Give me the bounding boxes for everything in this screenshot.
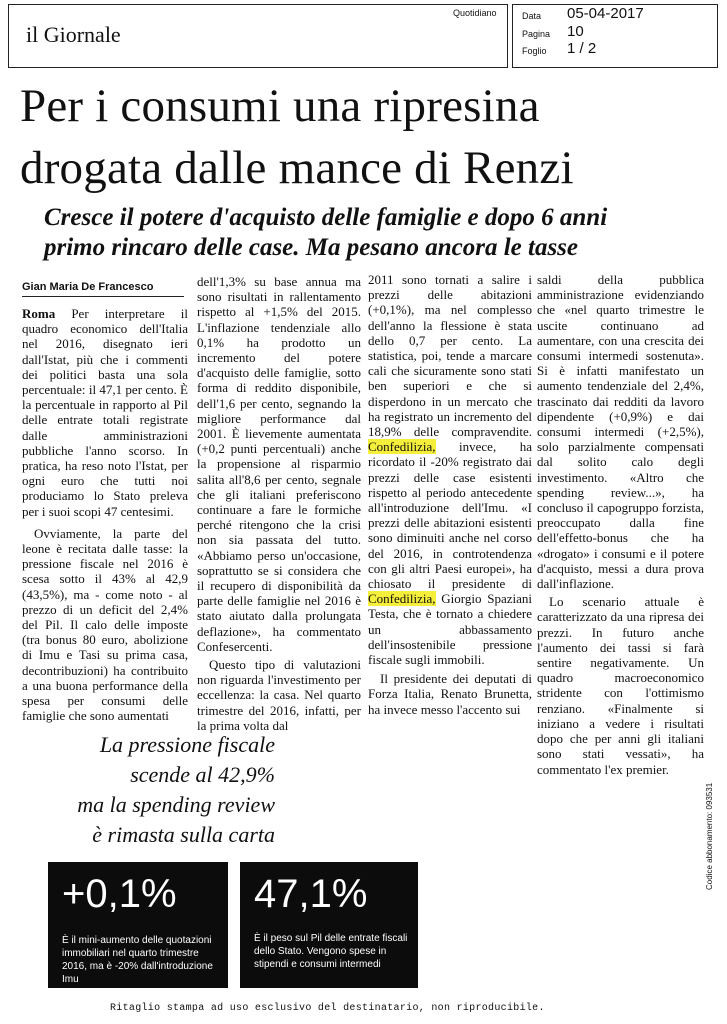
pull-quote-line-4: è rimasta sulla carta (92, 822, 275, 847)
stat-text-2: È il peso sul Pil delle entrate fiscali dello Stato. Vengono spese in stipendi e consumi intermedi (254, 933, 408, 970)
subhead-line-1: Cresce il potere d'acquisto delle famiglie e dopo 6 anni (44, 204, 608, 231)
article-column-2 (197, 274, 361, 733)
article-column-4 (537, 272, 704, 777)
headline (20, 82, 710, 192)
pagina-label: Pagina (522, 29, 551, 39)
col3-paragraph-2: Il presidente dei deputati di Forza Italia, Renato Brunetta, ha invece messo l'accento sui (368, 671, 532, 717)
col1-paragraph-1: Per interpretare il quadro economico dell'Italia nel 2016, disegnato ieri dall'Istat, più che i commenti dei politici basta una sola percentuale: il 47,1 per cento. È la percentuale in rapporto al Pil delle entrate totali registrate dalle amministrazioni pubbliche l'anno scorso. In pratica, ha reso noto l'Istat, per ogni euro che tutti noi produciamo lo Stato preleva per i suoi scopi 47 centesimi. (22, 306, 188, 519)
article-column-1 (22, 306, 188, 723)
byline-rule (22, 296, 184, 297)
pull-quote-line-2: scende al 42,9% (130, 762, 275, 787)
col2-paragraph-2: Questo tipo di valutazioni non riguarda l'investimento per eccellenza: la casa. Nel quarto trimestre del 2016, infatti, per la prima volta dal (197, 657, 361, 733)
col4-paragraph-1: saldi della pubblica amministrazione evidenziando che «nel quarto trimestre le uscite continuano ad aumentare, con una crescita dei consumi intermedi sostenuta». Si è infatti manifestato un aumento tendenziale del 2,4%, trascinato dai redditi da lavoro dipendente (+0,9%) e dai consumi intermedi (+2,5%), solo parzialmente compensati dal solito calo degli investimento. «Altro che spending review...», ha concluso il capogruppo forzista, preoccupato dalla fine dell'effetto-bonus che ha «drogato» i consumi e il potere d'acquisto, messi a dura prova dall'inflazione. (537, 272, 704, 592)
data-value: 05-04-2017 (567, 5, 644, 22)
masthead: il Giornale (26, 22, 121, 47)
confedilizia-highlight-2: Confedilizia, (368, 591, 436, 607)
col4-paragraph-2: Lo scenario attuale è caratterizzato da una ripresa dei prezzi. In futuro anche l'aumento dei tassi si farà sentire negativamente. Un quadro macroeconomico stridente con l'ottimismo renziano. «Finalmente si iniziano a vedere i risultati dopo che per anni gli italiani sono stati vessati», ha commentato l'ex premier. (537, 594, 704, 777)
col3-text-a: 2011 sono tornati a salire i prezzi delle abitazioni (+0,1%), ma nel complesso dell'anno la flessione è stata dello 0,7 per cento. La statistica, poi, tende a marcare cali che sicuramente sono stati ben superiori e che si disperdono in un mercato che ha registrato un incremento del 18,9% delle compravendite. (368, 272, 532, 440)
stat-value-2: 47,1% (254, 872, 368, 916)
subhead-line-2: primo rincaro delle case. Ma pesano ancora le tasse (44, 234, 579, 261)
quotidiano-label: Quotidiano (453, 8, 497, 18)
pull-quote-line-1: La pressione fiscale (99, 732, 275, 757)
pull-quote-line-3: ma la spending review (77, 792, 275, 817)
col2-paragraph-1: dell'1,3% su base annua ma sono risultati in rallentamento rispetto al +1,5% del 2015. L'inflazione tendenziale allo 0,1% ha prodotto un incremento del potere d'acquisto delle famiglie, sotto forma di reddito disponibile, dell'1,6 per cento, segnando la migliore performance dal 2001. È lievemente aumentata (+0,2 punti percentuali) anche la propensione al risparmio salita all'8,6 per cento, segnale che gli italiani preferiscono continuare a fare le formiche perché ritengono che la crisi non sia passata del tutto. «Abbiamo perso un'occasione, soprattutto se si considera che il recupero di disponibilità da parte delle famiglie nel 2016 è stato aiutato dalla prolungata deflazione», ha commentato Confesercenti. (197, 274, 361, 654)
headline-line-1: Per i consumi una ripresina (20, 80, 540, 132)
pagina-value: 10 (567, 23, 584, 40)
confedilizia-highlight-1: Confedilizia, (368, 439, 436, 455)
stat-box-2 (240, 862, 418, 988)
stat-text-1: È il mini-aumento delle quotazioni immobiliari nel quarto trimestre 2016, ma è -20% dall'introduzione Imu (62, 935, 213, 985)
pull-quote (60, 730, 275, 850)
stat-value-1: +0,1% (62, 872, 177, 916)
byline: Gian Maria De Francesco (22, 281, 154, 293)
subheadline (44, 203, 704, 263)
foglio-value: 1 / 2 (567, 40, 597, 57)
article-column-3 (368, 272, 532, 717)
headline-line-2: drogata dalle mance di Renzi (20, 142, 574, 194)
col3-text-c: Giorgio Spaziani Testa, che è tornato a chiedere un abbassamento dell'insostenibile pressione fiscale sugli immobili. (368, 591, 532, 668)
stat-box-1 (48, 862, 228, 988)
footer-notice: Ritaglio stampa ad uso esclusivo del destinatario, non riproducibile. (110, 1003, 545, 1014)
foglio-label: Foglio (522, 46, 547, 56)
dateline: Roma (22, 306, 56, 321)
subscription-code: Codice abbonamento: 093531 (705, 782, 714, 890)
col3-text-b: invece, ha ricordato il -20% registrato dai prezzi delle case esistenti rispetto al periodo antecedente all'introduzione dell'Imu. «I prezzi delle abitazioni esistenti sono diminuiti anche nel corso del 2016, in controtendenza con gli altri Paesi europei», ha chiosato il presidente di (368, 439, 532, 592)
col1-paragraph-2: Ovviamente, la parte del leone è recitata dalle tasse: la pressione fiscale nel 2016 è scesa sotto il 43% al 42,9 (43,5%), ma - come noto - al prezzo di un deficit del 2,4% del Pil. Il calo delle imposte (tra bonus 80 euro, abolizione di Imu e Tasi su prima casa, decontribuzioni) ha contribuito a una buona performance della spesa per consumi delle famiglie che sono aumentati (22, 525, 188, 724)
data-label: Data (522, 11, 542, 21)
